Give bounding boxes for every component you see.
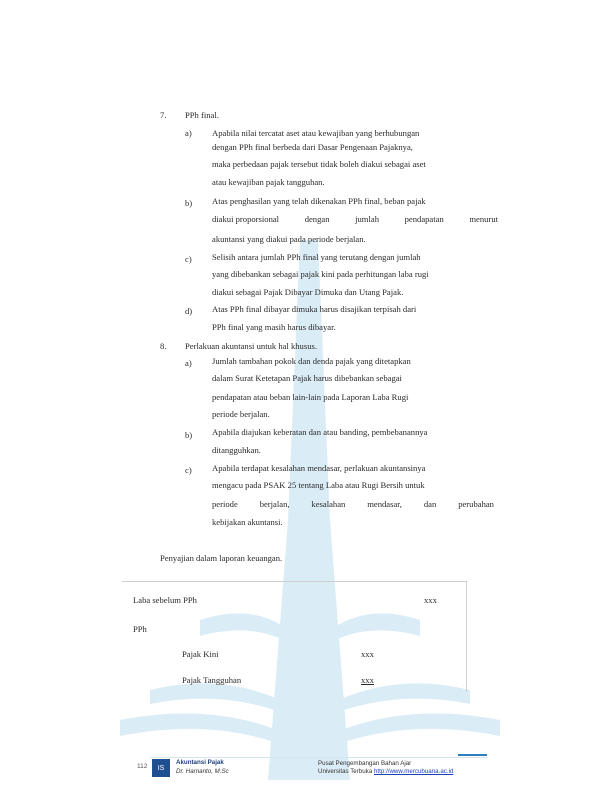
- publisher-university: Universitas Terbuka: [318, 768, 373, 775]
- item-7a-label: a): [185, 128, 192, 138]
- item-7a-line: maka perbedaan pajak tersebut tidak boleh diakui sebagai aset: [212, 159, 426, 169]
- item-8b-line: Apabila diajukan keberatan dan atau banding, pembebanannya: [212, 427, 428, 437]
- item-8a-label: a): [185, 358, 192, 368]
- item-7c-label: c): [185, 254, 192, 264]
- word: pendapatan: [404, 214, 444, 224]
- word: kesalahan: [311, 499, 346, 509]
- item-8c-label: c): [185, 465, 192, 475]
- item-8c-line: kebijakan akuntansi.: [212, 517, 283, 527]
- book-author: Dr. Harnanto, M.Sc: [176, 768, 229, 775]
- table-row-value: xxx: [424, 595, 437, 605]
- word: dengan: [304, 214, 330, 224]
- word: dan: [423, 499, 437, 509]
- item-8c-line: Apabila terdapat kesalahan mendasar, perlakuan akuntansinya: [212, 463, 426, 473]
- item-8-number: 8.: [160, 341, 167, 351]
- table-row-value: xxx: [361, 675, 374, 685]
- word: periode: [212, 499, 238, 509]
- item-8b-line: ditangguhkan.: [212, 445, 261, 455]
- item-7-title: PPh final.: [185, 110, 219, 120]
- item-8b-label: b): [185, 430, 193, 440]
- table-row-value: xxx: [361, 649, 374, 659]
- publisher-line: [318, 768, 453, 775]
- item-8a-line: Jumlah tambahan pokok dan denda pajak yang ditetapkan: [212, 356, 411, 366]
- table-row-label: Laba sebelum PPh: [133, 595, 197, 605]
- item-8a-line: pendapatan atau beban lain-lain pada Laporan Laba Rugi: [212, 392, 409, 402]
- item-7d-label: d): [185, 306, 193, 316]
- page-number: 112: [137, 763, 148, 770]
- publisher-logo: IS: [152, 759, 170, 777]
- table-row-label: PPh: [133, 624, 147, 634]
- word: mendasar,: [367, 499, 402, 509]
- word: berjalan,: [259, 499, 290, 509]
- word: menurut: [469, 214, 498, 224]
- table-row-label: Pajak Kini: [182, 649, 219, 659]
- publisher-name: Pusat Pengembangan Bahan Ajar: [318, 760, 412, 767]
- item-7c-line: yang dibebankan sebagai pajak kini pada perhitungan laba rugi: [212, 269, 429, 279]
- item-7b-line: akuntansi yang diakui pada periode berjalan.: [212, 234, 366, 244]
- item-8c-line: mengacu pada PSAK 25 tentang Laba atau Rugi Bersih untuk: [212, 480, 425, 490]
- item-7c-line: diakui sebagai Pajak Dibayar Dimuka dan Utang Pajak.: [212, 287, 404, 297]
- item-7d-line: PPh final yang masih harus dibayar.: [212, 322, 336, 332]
- item-7a-line: atau kewajiban pajak tangguhan.: [212, 177, 325, 187]
- word: diakui proporsional: [212, 214, 280, 224]
- item-8-title: Perlakuan akuntansi untuk hal khusus.: [185, 341, 317, 351]
- item-7d-line: Atas PPh final dibayar dimuka harus disajikan terpisah dari: [212, 304, 417, 314]
- item-8a-line: periode berjalan.: [212, 409, 270, 419]
- publisher-link[interactable]: http://www.mercubuana.ac.id: [373, 768, 454, 775]
- item-8a-line: dalam Surat Ketetapan Pajak harus dibebankan sebagai: [212, 373, 402, 383]
- word: perubahan: [458, 499, 494, 509]
- table-row-label: Pajak Tangguhan: [182, 675, 242, 685]
- footer-divider: [150, 757, 487, 758]
- book-title: Akuntansi Pajak: [176, 759, 224, 766]
- item-8c-justified-line: [212, 500, 494, 509]
- item-7a-line: dengan PPh final berbeda dari Dasar Pengenaan Pajaknya,: [212, 142, 413, 152]
- presentation-heading: Penyajian dalam laporan keuangan.: [160, 553, 283, 563]
- item-7b-line: Atas penghasilan yang telah dikenakan PPh final, beban pajak: [212, 196, 426, 206]
- item-7a-line: Apabila nilai tercatat aset atau kewajiban yang berhubungan: [212, 128, 420, 138]
- footer-accent: [458, 754, 487, 756]
- word: jumlah: [355, 214, 379, 224]
- item-7c-line: Selisih antara jumlah PPh final yang terutang dengan jumlah: [212, 252, 421, 262]
- item-7-number: 7.: [160, 110, 167, 120]
- item-7b-justified-line: [212, 215, 498, 224]
- item-7b-label: b): [185, 198, 193, 208]
